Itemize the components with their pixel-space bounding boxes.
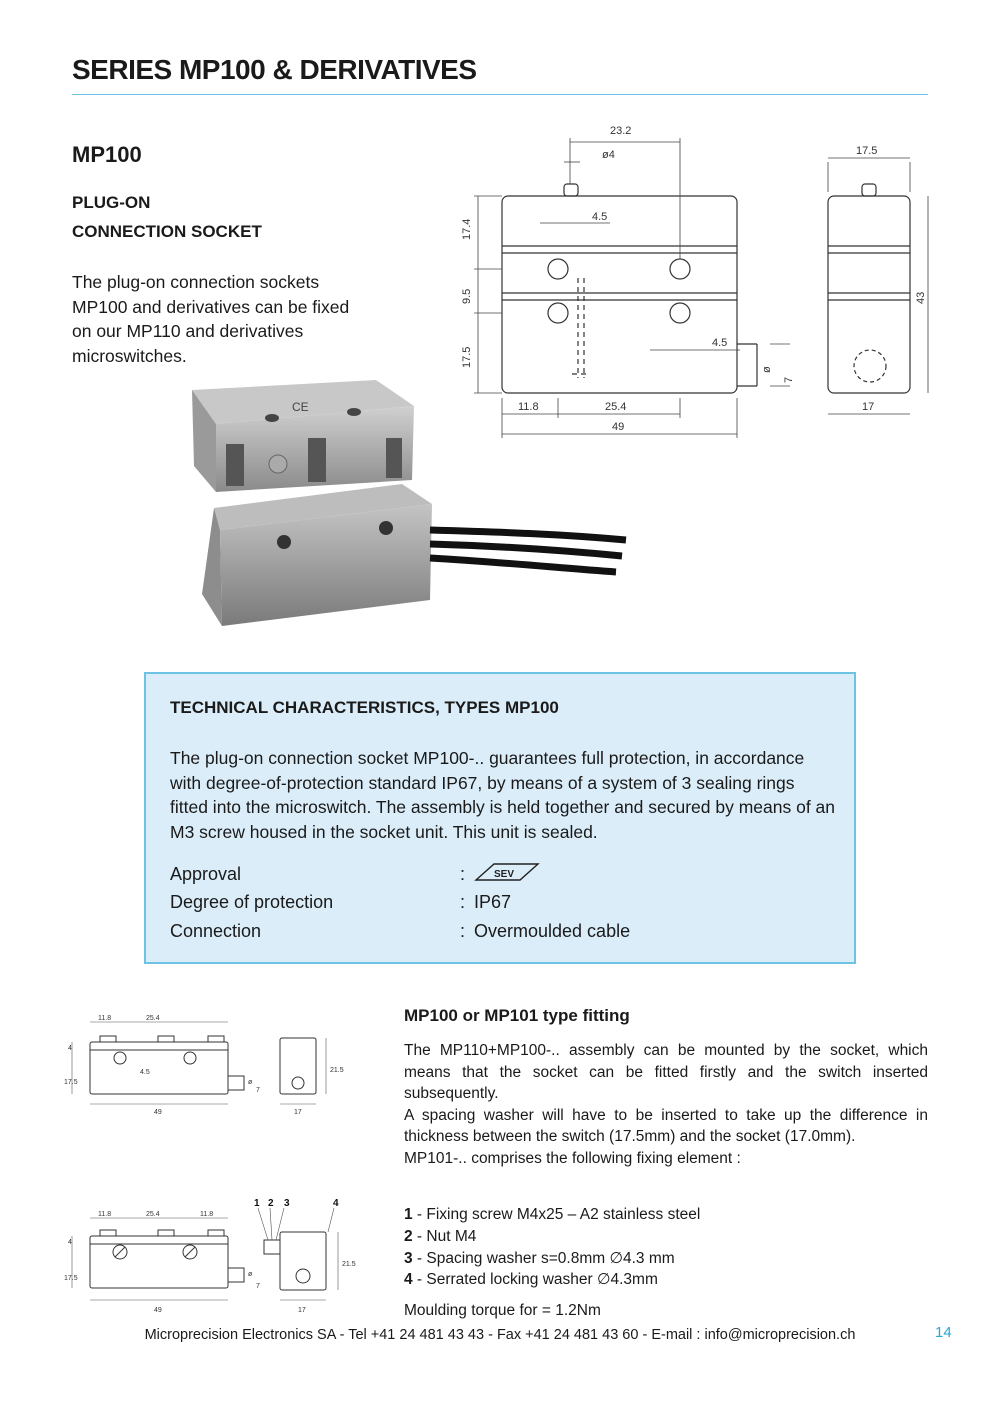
dim-b-1: 11.8 xyxy=(98,1211,112,1218)
spec-label: Degree of protection xyxy=(170,892,334,913)
callout-1: 1 xyxy=(254,1198,260,1209)
dim-side-width-top: 17.5 xyxy=(856,145,878,157)
dim-a-10: 17 xyxy=(294,1109,302,1116)
spec-value: Overmoulded cable xyxy=(474,920,631,941)
fixing-element-list xyxy=(404,1204,700,1291)
dim-b-4: 4 xyxy=(68,1239,72,1246)
dim-bottom-left: 11.8 xyxy=(518,401,539,413)
sev-approval-logo xyxy=(474,861,540,883)
dim-a-1: 11.8 xyxy=(98,1015,112,1022)
dim-left-upper: 17.4 xyxy=(461,218,473,240)
technical-characteristics-box xyxy=(144,672,856,964)
dim-a-4: 4.5 xyxy=(140,1069,150,1076)
dim-a-9: 21.5 xyxy=(330,1067,344,1074)
mount-hole-icon xyxy=(670,259,690,279)
dim-a-7: 7 xyxy=(256,1087,260,1094)
hole-icon xyxy=(114,1052,126,1064)
fitting-description xyxy=(404,1040,928,1170)
dim-bottom-mid: 25.4 xyxy=(605,401,627,413)
dim-a-8: 49 xyxy=(154,1109,162,1116)
mount-hole-icon xyxy=(670,303,690,323)
list-item: 1 - Fixing screw M4x25 – A2 stainless steel xyxy=(404,1206,701,1223)
torque-note: Moulding torque for = 1.2Nm xyxy=(404,1302,601,1319)
mount-hole-icon xyxy=(548,259,568,279)
list-item: 2 - Nut M4 xyxy=(404,1227,477,1245)
product-photo xyxy=(180,380,640,650)
page-title: SERIES MP100 & DERIVATIVES xyxy=(72,54,477,85)
dim-b-9: 21.5 xyxy=(342,1261,356,1268)
dim-b-5: 17.5 xyxy=(64,1275,78,1282)
footer-contact: Microprecision Electronics SA - Tel +41 24 481 43 43 - Fax +41 24 481 43 60 - E-mail : info@microprecision.ch xyxy=(144,1327,856,1343)
screw-hole-icon xyxy=(265,414,279,422)
dim-side-height: 43 xyxy=(915,291,927,304)
dim-b-7: 7 xyxy=(256,1283,260,1290)
dim-a-2: 25.4 xyxy=(146,1015,160,1022)
intro-paragraph: The plug-on connection sockets MP100 and derivatives can be fixed on our MP110 and derivatives microswitches. xyxy=(72,272,350,366)
technical-heading: TECHNICAL CHARACTERISTICS, TYPES MP100 xyxy=(170,698,559,717)
dim-b-6: ø xyxy=(248,1271,253,1278)
spec-value xyxy=(474,860,630,889)
spec-row xyxy=(170,917,630,946)
mount-hole-icon xyxy=(548,303,568,323)
spec-row xyxy=(170,860,630,889)
spec-value: IP67 xyxy=(474,892,512,913)
dim-left-mid: 9.5 xyxy=(461,288,473,304)
dim-cable-size: 7 xyxy=(783,376,795,383)
spec-colon: : xyxy=(460,863,466,884)
dim-left-lower: 17.5 xyxy=(461,346,473,368)
dim-a-6: ø xyxy=(248,1079,253,1086)
dim-b-10: 17 xyxy=(298,1307,306,1314)
fitting-paragraph-3: MP101-.. comprises the following fixing element : xyxy=(404,1149,741,1167)
terminal-icon xyxy=(386,438,402,478)
dim-b-3: 11.8 xyxy=(200,1211,214,1218)
dim-side-width-bottom: 17 xyxy=(862,401,875,413)
spec-row xyxy=(170,889,630,918)
spec-colon: : xyxy=(460,920,466,941)
fitting-drawing-b xyxy=(58,1196,368,1326)
ce-marking: CE xyxy=(292,400,309,414)
hole-icon xyxy=(184,1052,196,1064)
product-subtitle xyxy=(72,188,262,246)
technical-description: The plug-on connection socket MP100-.. guarantees full protection, in accordance with degree-of-protection standard IP67, by means of a system of 3 sealing rings fitted into the microswitch. The assembly is held together and secured by means of an M3 screw housed in the socket unit. This unit is sealed. xyxy=(170,748,836,842)
callout-2: 2 xyxy=(268,1198,274,1209)
dim-bottom-total: 49 xyxy=(612,421,625,433)
terminal-icon xyxy=(226,444,244,486)
title-divider xyxy=(72,94,928,95)
list-item: 4 - Serrated locking washer ∅4.3mm xyxy=(404,1271,658,1289)
dim-overall-top: 23.2 xyxy=(610,125,632,137)
spec-label: Approval xyxy=(170,863,242,884)
subtitle-line-2: CONNECTION SOCKET xyxy=(72,222,262,241)
callout-3: 3 xyxy=(284,1198,290,1209)
socket-side-outline xyxy=(828,196,910,393)
dim-b-2: 25.4 xyxy=(146,1211,160,1218)
subtitle-line-1: PLUG-ON xyxy=(72,193,151,212)
dim-pin-diameter: ø4 xyxy=(602,149,615,161)
page-number: 14 xyxy=(935,1324,952,1341)
spec-table xyxy=(170,860,630,946)
svg-text:SEV: SEV xyxy=(494,868,515,880)
dim-cable-offset: 4.5 xyxy=(712,337,728,349)
list-item: 3 - Spacing washer s=0.8mm ∅4.3 mm xyxy=(404,1249,675,1267)
socket-front-outline xyxy=(502,196,737,393)
dim-b-8: 49 xyxy=(154,1307,162,1314)
spec-label: Connection xyxy=(170,920,262,941)
dim-a-5: 17.5 xyxy=(64,1079,78,1086)
fitting-heading: MP100 or MP101 type fitting xyxy=(404,1006,630,1025)
fitting-paragraph-1: The MP110+MP100-.. assembly can be mounted by the socket, which means that the socket can be fitted firstly and the switch inserted subsequently. xyxy=(404,1042,928,1103)
fitting-drawing-a xyxy=(58,1008,358,1123)
dim-a-3: 4 xyxy=(68,1045,72,1052)
terminal-icon xyxy=(308,438,326,482)
screw-hole-icon xyxy=(347,408,361,416)
fitting-paragraph-2: A spacing washer will have to be inserted to take up the difference in thickness between the switch (17.5mm) and the socket (17.0mm). xyxy=(404,1106,928,1146)
spec-colon: : xyxy=(460,892,466,913)
dim-hole-offset: 4.5 xyxy=(592,211,608,223)
callout-4: 4 xyxy=(333,1198,339,1209)
dim-cable-diameter: ø xyxy=(761,366,773,373)
model-heading: MP100 xyxy=(72,142,142,167)
